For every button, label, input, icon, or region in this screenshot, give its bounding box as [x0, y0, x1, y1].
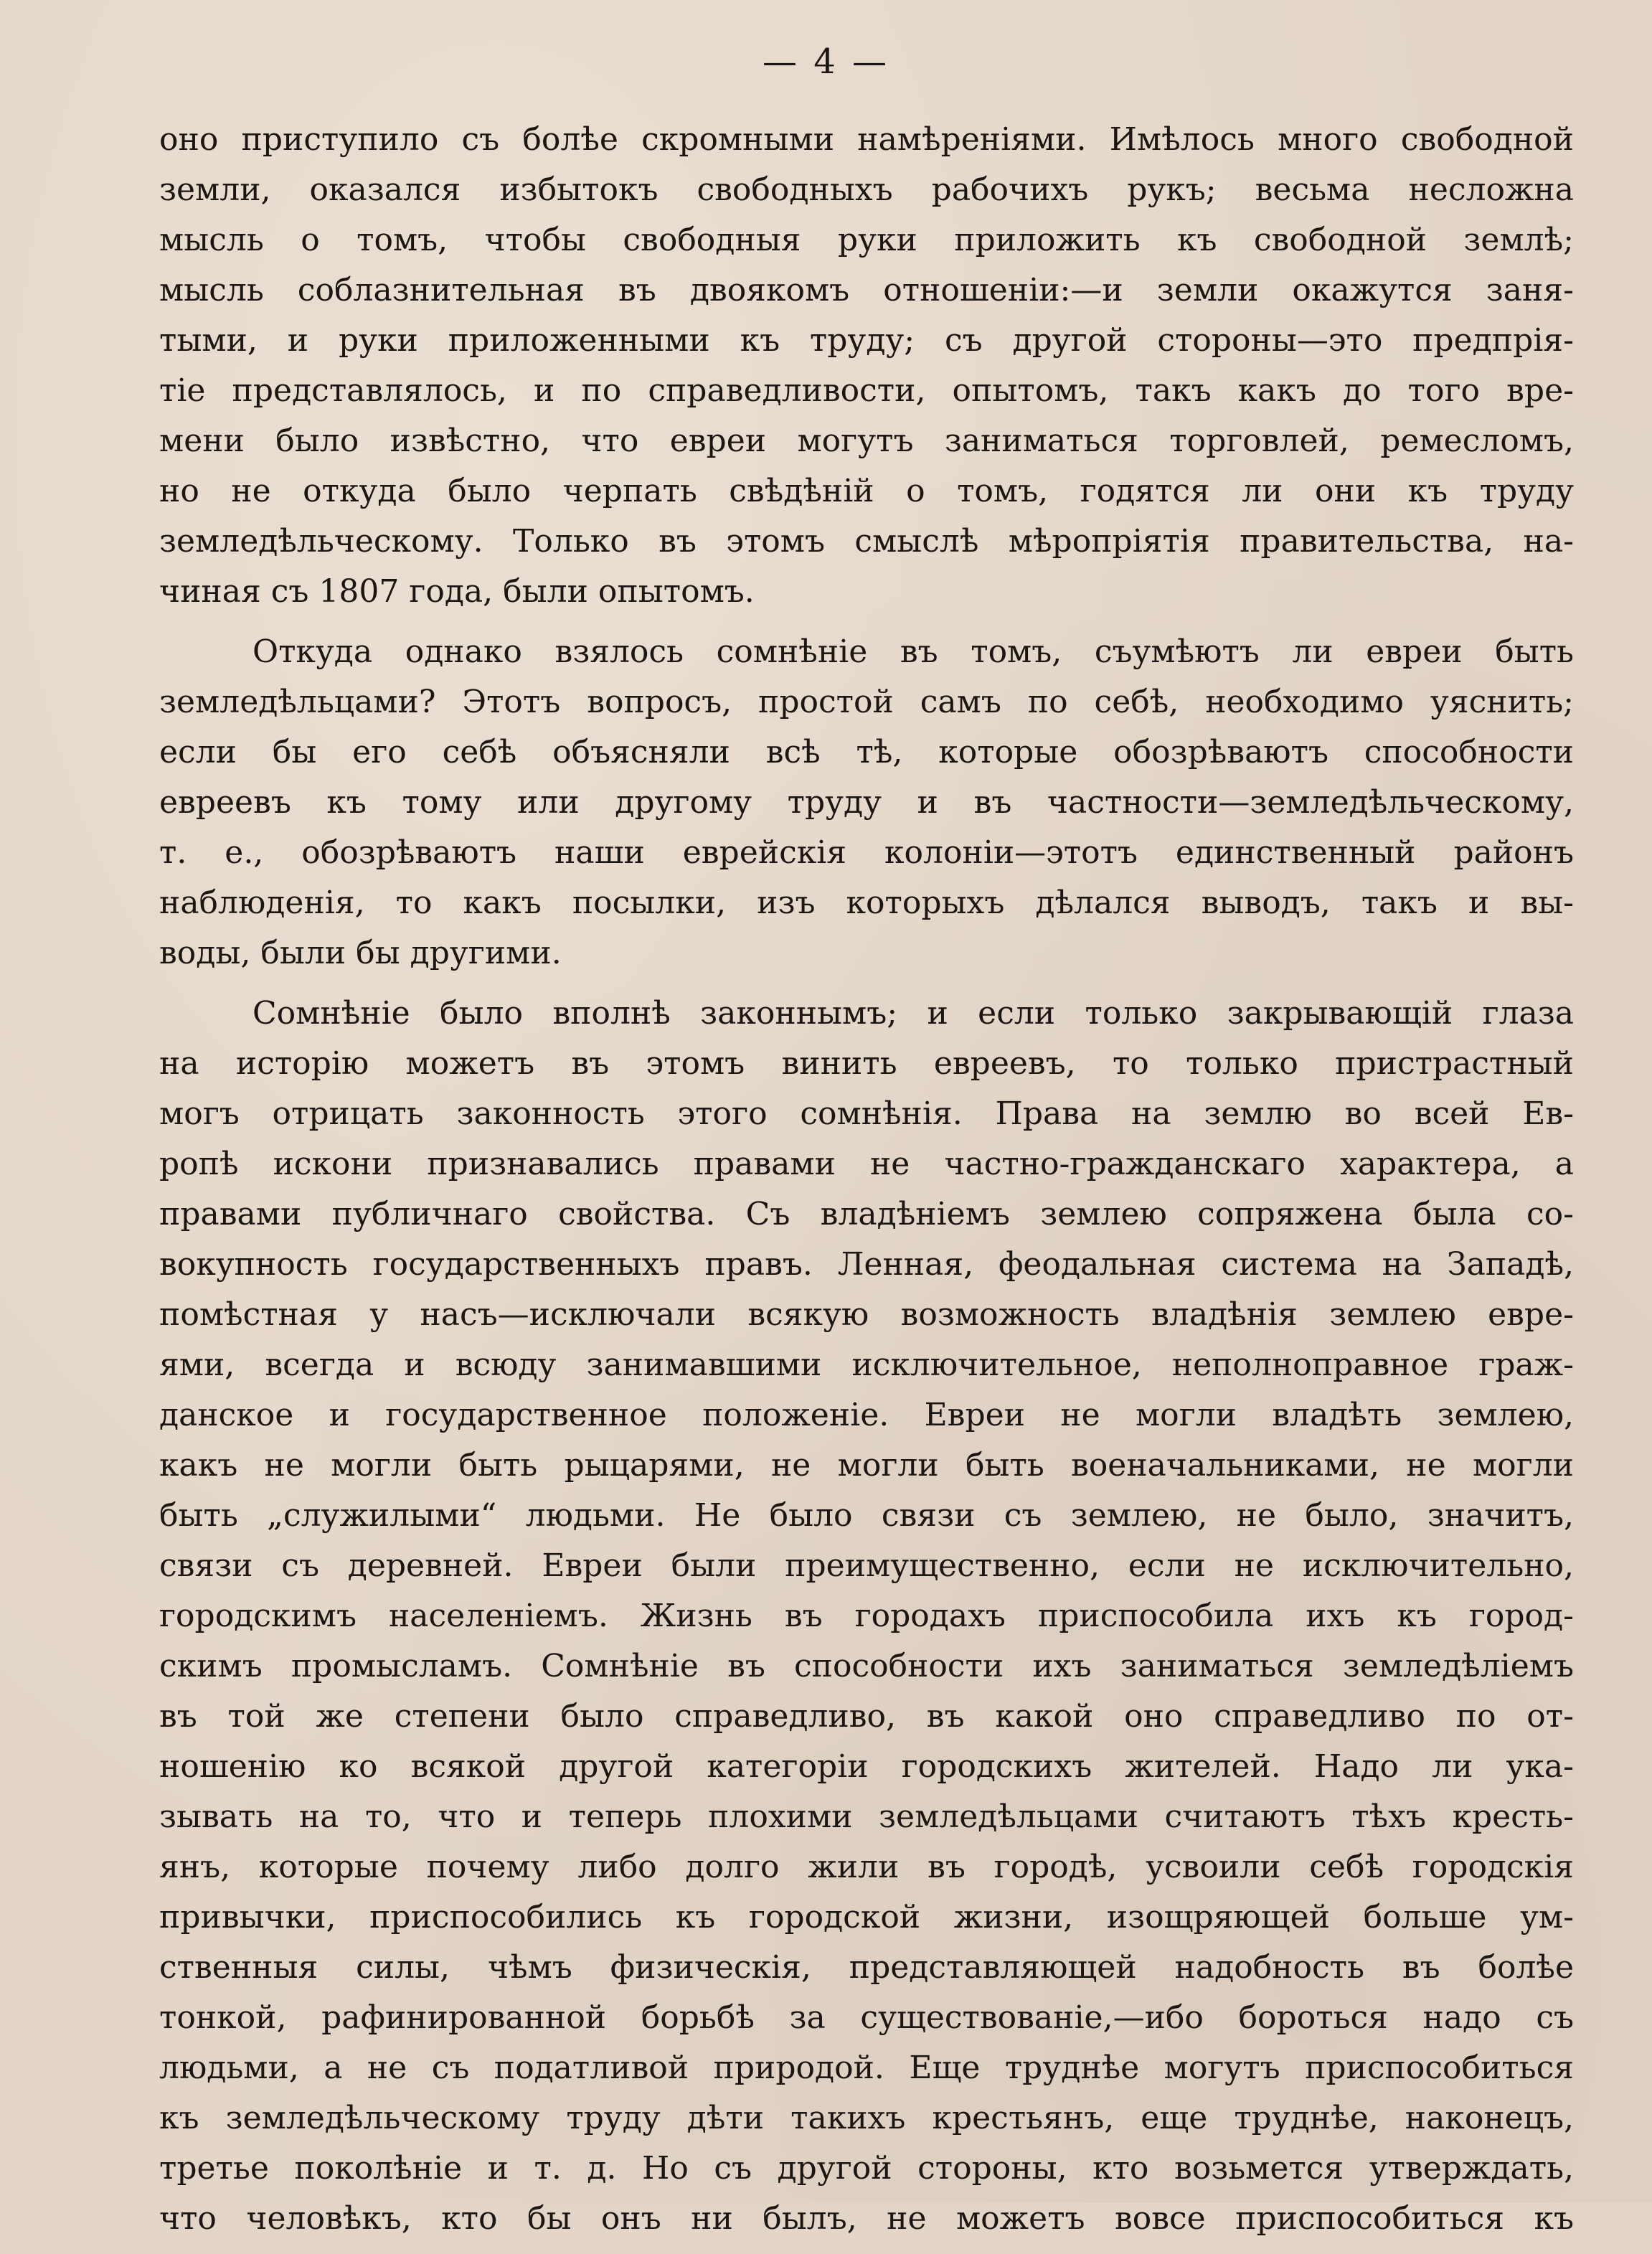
text-line: скимъ промысламъ. Сомнѣніе въ способности ихъ заниматься земледѣліемъ — [159, 1648, 1574, 1684]
text-line: какъ не могли быть рыцарями, не могли быть военачальниками, не могли — [159, 1447, 1574, 1484]
text-line: чиная съ 1807 года, были опытомъ. — [159, 573, 755, 610]
text-line: мени было извѣстно, что евреи могутъ заниматься торговлей, ремесломъ, — [159, 423, 1574, 459]
paragraph — [159, 115, 1574, 617]
text-line: тыми, и руки приложенными къ труду; съ другой стороны—это предпрія- — [159, 322, 1574, 359]
text-line: зывать на то, что и теперь плохими земледѣльцами считаютъ тѣхъ кресть- — [159, 1798, 1574, 1835]
text-line: ственныя силы, чѣмъ физическія, представляющей надобность въ болѣе — [159, 1949, 1574, 1986]
page-number: — 4 — — [762, 42, 890, 82]
text-line: могъ отрицать законность этого сомнѣнія. Права на землю во всей Ев- — [159, 1095, 1574, 1132]
text-line: городскимъ населеніемъ. Жизнь въ городахъ приспособила ихъ къ город- — [159, 1598, 1574, 1634]
text-line: быть „служилыми“ людьми. Не было связи съ землею, не было, значитъ, — [159, 1497, 1574, 1534]
text-line: если бы его себѣ объясняли всѣ тѣ, которые обозрѣваютъ способности — [159, 734, 1574, 770]
text-line: на исторію можетъ въ этомъ винить евреевъ, то только пристрастный — [159, 1045, 1574, 1082]
text-line: ями, всегда и всюду занимавшими исключительное, неполноправное граж- — [159, 1347, 1574, 1383]
text-line: евреевъ къ тому или другому труду и въ частности—земледѣльческому, — [159, 784, 1574, 821]
text-line: Откуда однако взялось сомнѣніе въ томъ, съумѣютъ ли евреи быть — [252, 633, 1574, 670]
text-line: янъ, которые почему либо долго жили въ городѣ, усвоили себѣ городскія — [159, 1849, 1574, 1885]
text-line: связи съ деревней. Евреи были преимущественно, если не исключительно, — [159, 1547, 1574, 1584]
text-line: привычки, приспособились къ городской жизни, изощряющей больше ум- — [159, 1899, 1574, 1935]
body-text — [159, 115, 1574, 2254]
text-line: къ земледѣльческому труду дѣти такихъ крестьянъ, еще труднѣе, наконецъ, — [159, 2100, 1574, 2136]
text-line: что человѣкъ, кто бы онъ ни былъ, не можетъ вовсе приспособиться къ — [159, 2200, 1574, 2237]
text-line: Сомнѣніе было вполнѣ законнымъ; и если только закрывающій глаза — [252, 995, 1574, 1032]
paragraph — [159, 989, 1574, 2244]
text-line: т. е., обозрѣваютъ наши еврейскія колоніи—этотъ единственный районъ — [159, 834, 1574, 871]
text-line: земледѣльцами? Этотъ вопросъ, простой самъ по себѣ, необходимо уяснить; — [159, 684, 1574, 720]
text-line: людьми, а не съ податливой природой. Еще труднѣе могутъ приспособиться — [159, 2050, 1574, 2086]
text-line: мысль о томъ, чтобы свободныя руки приложить къ свободной землѣ; — [159, 222, 1574, 258]
text-line: оно приступило съ болѣе скромными намѣреніями. Имѣлось много свободной — [159, 121, 1574, 158]
text-line: въ той же степени было справедливо, въ какой оно справедливо по от- — [159, 1698, 1574, 1735]
paragraph — [159, 627, 1574, 979]
text-line: земледѣльческому. Только въ этомъ смыслѣ мѣропріятія правительства, на- — [159, 523, 1574, 560]
text-line: тонкой, рафинированной борьбѣ за существованіе,—ибо бороться надо съ — [159, 1999, 1574, 2036]
text-line: вокупность государственныхъ правъ. Ленная, феодальная система на Западѣ, — [159, 1246, 1574, 1283]
text-line: ношенію ко всякой другой категоріи городскихъ жителей. Надо ли ука- — [159, 1748, 1574, 1785]
text-line: ропѣ искони признавались правами не частно-гражданскаго характера, а — [159, 1146, 1574, 1182]
text-line: правами публичнаго свойства. Съ владѣніемъ землею сопряжена была со- — [159, 1196, 1574, 1232]
text-line: земли, оказался избытокъ свободныхъ рабочихъ рукъ; весьма несложна — [159, 171, 1574, 208]
text-line: тіе представлялось, и по справедливости, опытомъ, такъ какъ до того вре- — [159, 372, 1574, 409]
text-line: но не откуда было черпать свѣдѣній о томъ, годятся ли они къ труду — [159, 473, 1574, 509]
text-line: воды, были бы другими. — [159, 935, 562, 971]
text-line: наблюденія, то какъ посылки, изъ которыхъ дѣлался выводъ, такъ и вы- — [159, 885, 1574, 921]
text-line: данское и государственное положеніе. Евреи не могли владѣть землею, — [159, 1397, 1574, 1433]
text-line: третье поколѣніе и т. д. Но съ другой стороны, кто возьмется утверждать, — [159, 2150, 1574, 2187]
text-line: помѣстная у насъ—исключали всякую возможность владѣнія землею евре- — [159, 1296, 1574, 1333]
text-line: мысль соблазнительная въ двоякомъ отношеніи:—и земли окажутся заня- — [159, 272, 1574, 308]
